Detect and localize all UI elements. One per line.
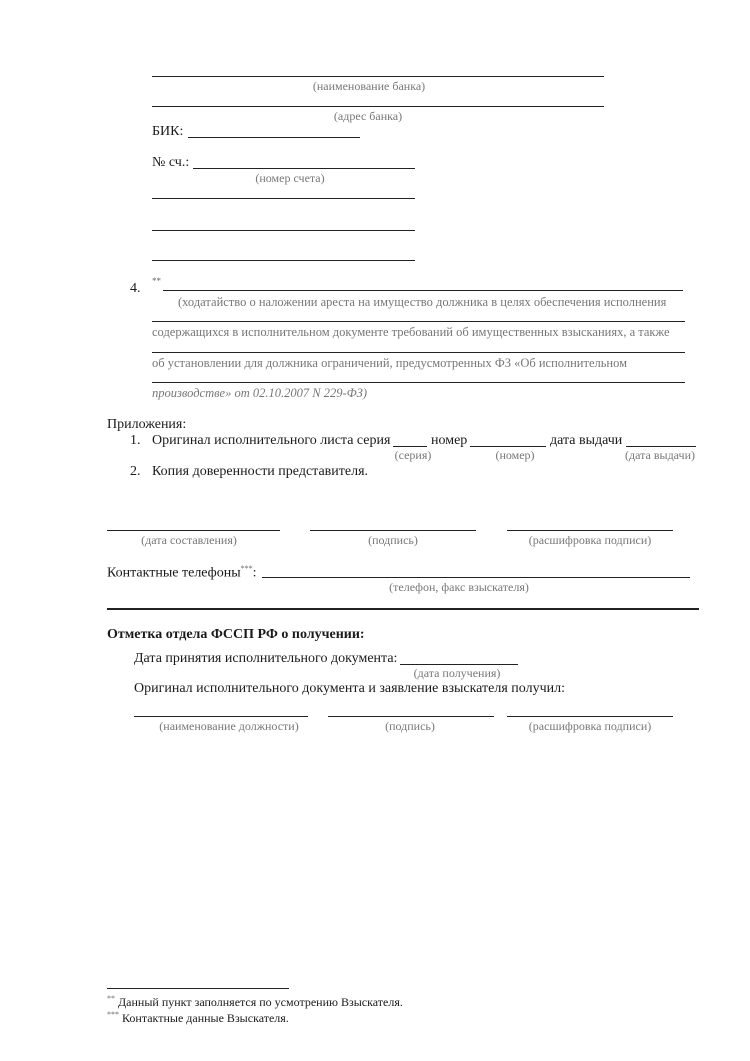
bank-address-caption: (адрес банка) [333, 109, 403, 123]
position-caption: (наименование должности) [159, 719, 299, 733]
fssp-signature-caption: (подпись) [385, 719, 435, 733]
signature-caption: (подпись) [368, 533, 418, 547]
item4-line-1[interactable] [163, 290, 683, 291]
bank-address-line[interactable] [152, 106, 604, 107]
account-extra-line-3[interactable] [152, 260, 415, 261]
attachment-1-date-word: дата выдачи [550, 433, 623, 448]
section-divider [107, 608, 699, 610]
item4-text-3: об установлении для должника ограничений, предусмотренных ФЗ «Об исполнительном [152, 356, 628, 370]
contacts-footnote-mark: *** [240, 564, 253, 573]
account-extra-line-2[interactable] [152, 230, 415, 231]
account-caption: (номер счета) [255, 171, 325, 185]
footnote-2 [107, 1010, 289, 1026]
series-line[interactable] [393, 446, 427, 447]
attachment-2-number: 2. [130, 464, 141, 479]
received-text: Оригинал исполнительного документа и заявление взыскателя получил: [134, 681, 565, 696]
signature-line[interactable] [310, 530, 476, 531]
contacts-label-text: Контактные телефоны [107, 565, 241, 581]
number-caption: (номер) [495, 448, 535, 462]
contacts-line[interactable] [262, 577, 690, 578]
bank-name-line[interactable] [152, 76, 604, 77]
series-caption: (серия) [394, 448, 432, 462]
attachment-2-text: Копия доверенности представителя. [152, 464, 369, 479]
attachments-heading: Приложения: [107, 417, 187, 432]
item4-number: 4. [130, 281, 141, 296]
item4-text-4: производстве» от 02.10.2007 N 229-ФЗ) [152, 386, 368, 400]
attachment-1-number: 1. [130, 433, 141, 448]
accept-date-caption: (дата получения) [413, 666, 501, 680]
account-label: № сч.: [152, 155, 190, 170]
compile-date-line[interactable] [107, 530, 280, 531]
attachment-1-number-word: номер [431, 433, 468, 448]
issue-date-line[interactable] [626, 446, 696, 447]
contacts-caption: (телефон, факс взыскателя) [389, 580, 529, 594]
footnote-2-text: Контактные данные Взыскателя. [122, 1011, 289, 1025]
account-line[interactable] [193, 168, 415, 169]
accept-date-label: Дата принятия исполнительного документа: [134, 651, 398, 666]
accept-date-line[interactable] [400, 664, 518, 665]
item4-text-1: (ходатайство о наложении ареста на имущество должника в целях обеспечения исполнения [178, 295, 667, 309]
fssp-decode-line[interactable] [507, 716, 673, 717]
compile-date-caption: (дата составления) [141, 533, 237, 547]
item4-line-4[interactable] [152, 382, 685, 383]
footnote-1 [107, 994, 403, 1010]
bik-line[interactable] [188, 137, 360, 138]
item4-footnote-mark: ** [152, 276, 161, 286]
signature-decode-caption: (расшифровка подписи) [528, 533, 652, 547]
footnote-2-mark: *** [107, 1010, 119, 1019]
item4-text-2: содержащихся в исполнительном документе требований об имущественных взысканиях, а также [152, 325, 670, 339]
footnote-separator [107, 988, 289, 989]
doc-number-line[interactable] [470, 446, 546, 447]
fssp-heading: Отметка отдела ФССП РФ о получении: [107, 627, 365, 642]
bank-name-caption: (наименование банка) [312, 79, 426, 93]
fssp-signature-line[interactable] [328, 716, 494, 717]
position-line[interactable] [134, 716, 308, 717]
signature-decode-line[interactable] [507, 530, 673, 531]
item4-line-2[interactable] [152, 321, 685, 322]
bik-label: БИК: [152, 124, 184, 139]
fssp-decode-caption: (расшифровка подписи) [528, 719, 652, 733]
item4-line-3[interactable] [152, 352, 685, 353]
contacts-colon: : [252, 565, 257, 581]
account-extra-line-1[interactable] [152, 198, 415, 199]
attachment-1-text: Оригинал исполнительного листа серия [152, 433, 391, 448]
contacts-label [107, 564, 257, 582]
issue-date-caption: (дата выдачи) [625, 448, 695, 462]
footnote-1-text: Данный пункт заполняется по усмотрению Взыскателя. [118, 995, 403, 1009]
footnote-1-mark: ** [107, 994, 115, 1003]
